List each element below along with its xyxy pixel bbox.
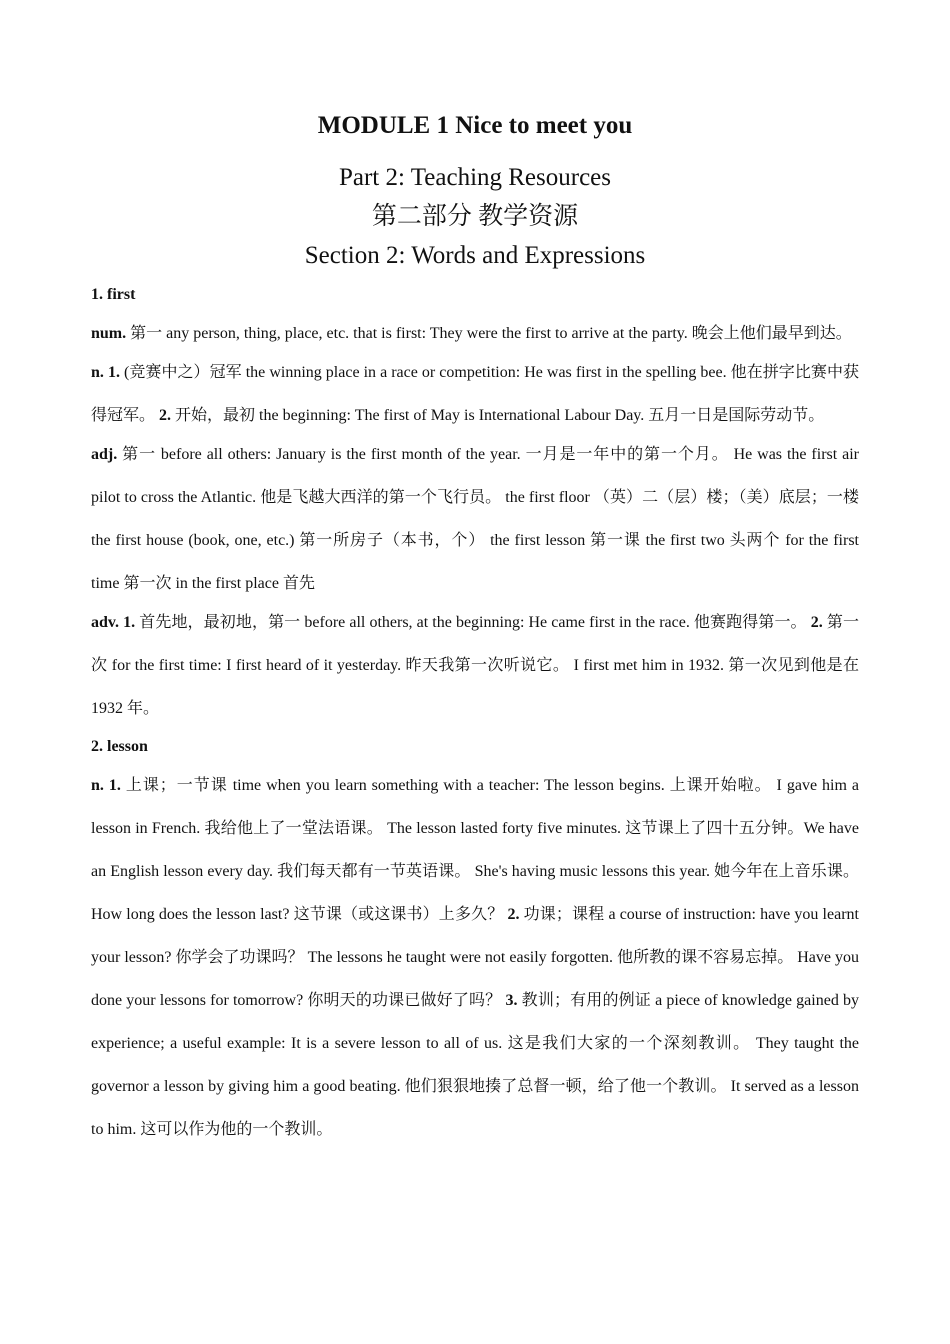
definition-text: 第一 any person, thing, place, etc. that is first: They were the first to arrive at the party. 晚会上他们最早到达。 [126,325,852,342]
sense-marker: 3. [505,992,518,1009]
entry-heading: 2. lesson [91,738,148,755]
definition-text: 教训；有用的例证 a piece of knowledge gained by experience; a useful example: It is a severe lesson to all of us. 这是我们大家的一个深刻教训。 They taught the governor a lesson by giving him a good beating. 他们狠狠地揍了总督一顿，给了他一个教训。 It served as a lesson to him. 这可以作为他的一个教训。 [91,992,859,1138]
definition-text: 第一次 for the first time: I first heard of it yesterday. 昨天我第一次听说它。 I first met him in 1932. 第一次见到他是在 1932 年。 [91,614,859,717]
definition-text: 首先地，最初地，第一 before all others, at the beginning: He came first in the race. 他赛跑得第一。 [135,614,811,631]
entry-paragraph [91,351,859,437]
entry-paragraph [91,312,859,355]
sense-marker: 2. [810,614,823,631]
module-title: MODULE 1 Nice to meet you [317,112,633,139]
definition-text: 上课；一节课 time when you learn something with a teacher: The lesson begins. 上课开始啦。 I gave him a lesson in French. 我给他上了一堂法语课。 The lesson lasted forty five minutes. 这节课上了四十五分钟。We have an English lesson every day. 我们每天都有一节英语课。 She's having music lessons this year. 她今年在上音乐课。 How long does the lesson last? 这节课（或这课书）上多久？ [91,777,859,923]
definition-text: 功课；课程 a course of instruction: have you learnt your lesson? 你学会了功课吗？ The lessons he taught were not easily forgotten. 他所教的课不容易忘掉。 Have you done your lessons for tomorrow? 你明天的功课已做好了吗？ [91,906,859,1009]
sense-marker: n. 1. [91,777,121,794]
definition-text: 开始，最初 the beginning: The first of May is International Labour Day. 五月一日是国际劳动节。 [171,407,825,424]
sense-marker: num. [91,325,127,342]
sense-marker: adv. 1. [91,614,136,631]
sense-marker: 2. [507,906,520,923]
entry-paragraph [91,601,859,730]
definition-text: (竞赛中之）冠军 the winning place in a race or competition: He was first in the spelling bee. 他在拼字比赛中获得冠军。 [91,364,859,424]
part-title-chinese: 第二部分 教学资源 [371,203,579,230]
part-title: Part 2: Teaching Resources [338,164,612,191]
sense-marker: adj. [91,446,118,463]
section-title: Section 2: Words and Expressions [304,242,646,269]
sense-marker: n. 1. [91,364,120,381]
entries-list [91,280,859,1153]
entry-heading: 1. first [91,286,136,303]
entry-paragraph [91,764,859,1151]
sense-marker: 2. [159,407,172,424]
entry-paragraph [91,433,859,605]
definition-text: 第一 before all others: January is the first month of the year. 一月是一年中的第一个月。 He was the first air pilot to cross the Atlantic. 他是飞越大西洋的第一个飞行员。 the first floor （英）二（层）楼；（美）底层；一楼 the first house (book, one, etc.) 第一所房子（本书，个） the first lesson 第一课 the first two 头两个 for the first time 第一次 in the first place 首先 [91,446,859,592]
